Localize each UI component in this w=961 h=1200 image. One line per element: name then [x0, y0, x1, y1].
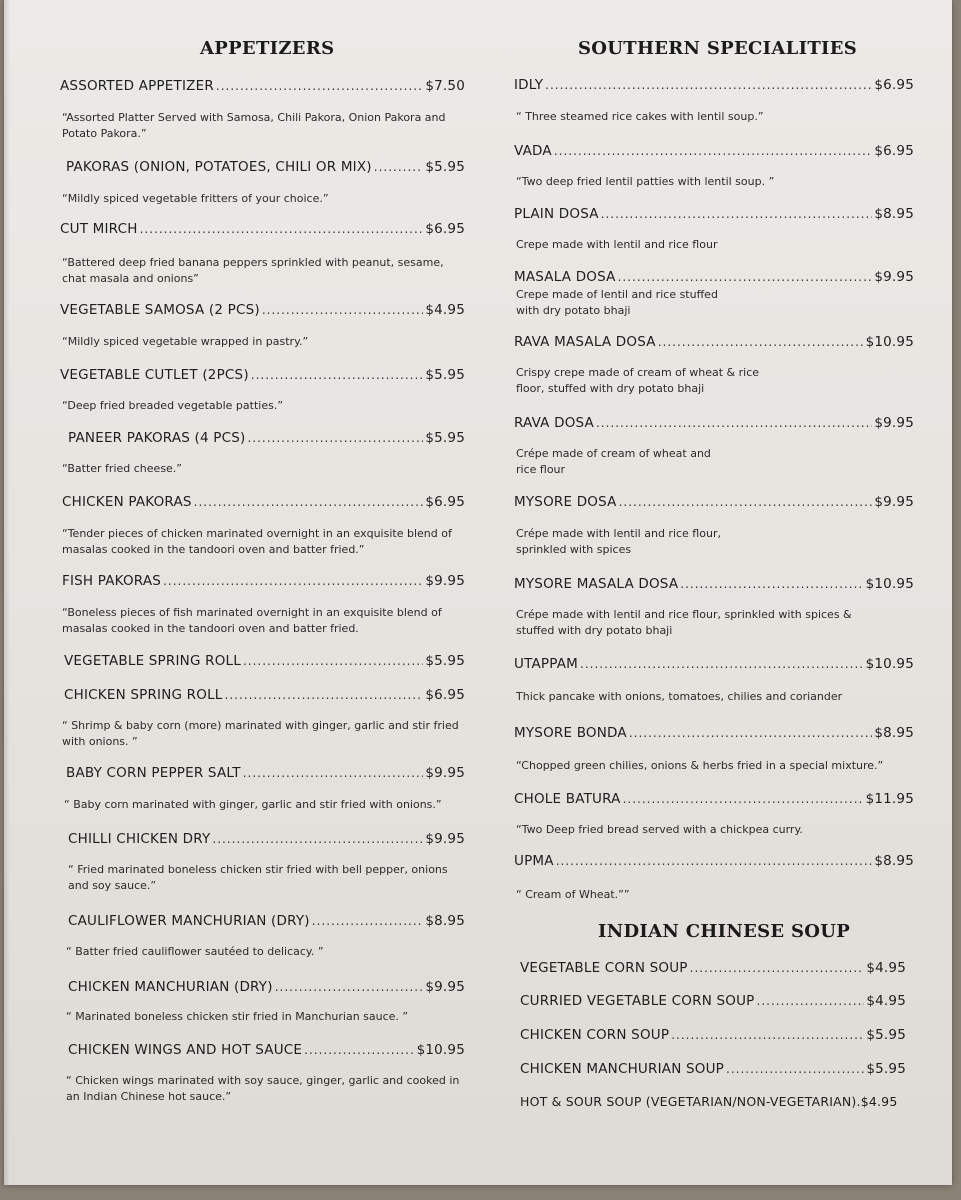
item-price: $9.95: [425, 573, 465, 589]
menu-item: [520, 1027, 906, 1043]
item-description: “ Fried marinated boneless chicken stir fried with bell pepper, onions and soy sauce.”: [68, 863, 448, 892]
item-name: VEGETABLE CORN SOUP: [520, 960, 688, 976]
item-name: CHICKEN SPRING ROLL: [64, 687, 223, 703]
item-name: UTAPPAM: [514, 656, 579, 672]
item-price: $4.95: [866, 993, 906, 1009]
item-name: BABY CORN PEPPER SALT: [66, 765, 241, 781]
item-name: CAULIFLOWER MANCHURIAN (DRY): [68, 913, 310, 929]
menu-item: [64, 653, 465, 669]
item-description: Crépe made with lentil and rice flour, sprinkled with spices & stuffed with dry potato bhaji: [516, 608, 852, 637]
item-description: “ Baby corn marinated with ginger, garlic and stir fried with onions.”: [64, 798, 442, 811]
item-description: “Batter fried cheese.”: [62, 462, 183, 475]
leader-dots: [225, 688, 424, 702]
appetizers-title: APPETIZERS: [200, 38, 335, 59]
item-description: “ Three steamed rice cakes with lentil soup.”: [516, 110, 764, 123]
item-price: $6.95: [425, 687, 465, 703]
menu-item: [62, 494, 465, 510]
menu-item: [514, 143, 914, 159]
item-price: $9.95: [425, 765, 465, 781]
item-price: $5.95: [866, 1027, 906, 1043]
item-name: MYSORE DOSA: [514, 494, 617, 510]
indian-chinese-soup-title: INDIAN CHINESE SOUP: [598, 921, 851, 942]
item-price: $6.95: [425, 221, 465, 237]
menu-item: [60, 367, 465, 383]
menu-item: [68, 913, 465, 929]
item-name: IDLY: [514, 77, 544, 93]
item-description: “Boneless pieces of fish marinated overnight in an exquisite blend of masalas cooked in the tandoori oven and batter fried.: [62, 606, 442, 635]
item-description: “Tender pieces of chicken marinated overnight in an exquisite blend of masalas cooked in the tandoori oven and batter fried.”: [62, 527, 452, 556]
item-price: $6.95: [874, 77, 914, 93]
menu-item: [520, 1094, 924, 1109]
menu-item: [514, 334, 914, 350]
item-description: “Two deep fried lentil patties with lentil soup. ”: [516, 175, 775, 188]
item-name: UPMA: [514, 853, 554, 869]
item-name: RAVA MASALA DOSA: [514, 334, 656, 350]
leader-dots: [194, 495, 424, 509]
item-name: ASSORTED APPETIZER: [60, 78, 214, 94]
item-name: CHILLI CHICKEN DRY: [68, 831, 211, 847]
leader-dots: [618, 270, 873, 284]
item-price: $8.95: [874, 206, 914, 222]
item-description: “Battered deep fried banana peppers sprinkled with peanut, sesame, chat masala and onions”: [62, 256, 444, 285]
leader-dots: [374, 160, 424, 174]
item-name: CHICKEN CORN SOUP: [520, 1027, 670, 1043]
leader-dots: [671, 1028, 864, 1042]
leader-dots: [216, 79, 423, 93]
leader-dots: [212, 832, 423, 846]
item-description: “Mildly spiced vegetable wrapped in pastry.”: [62, 335, 309, 348]
leader-dots: [623, 792, 864, 806]
item-description: “Deep fried breaded vegetable patties.”: [62, 399, 284, 412]
item-name: CHICKEN MANCHURIAN (DRY): [68, 979, 273, 995]
menu-item: [514, 269, 914, 285]
item-description: Crépe made with lentil and rice flour, sprinkled with spices: [516, 527, 721, 556]
item-price: $10.95: [865, 656, 914, 672]
leader-dots: [596, 416, 872, 430]
item-price: $8.95: [425, 913, 465, 929]
item-name: CURRIED VEGETABLE CORN SOUP: [520, 993, 755, 1009]
item-description: “Mildly spiced vegetable fritters of your choice.”: [62, 192, 329, 205]
item-description: “Assorted Platter Served with Samosa, Chili Pakora, Onion Pakora and Potato Pakora.”: [62, 111, 446, 140]
item-price: $8.95: [874, 853, 914, 869]
item-description: “ Batter fried cauliflower sautéed to delicacy. ”: [66, 945, 324, 958]
item-description: “ Marinated boneless chicken stir fried in Manchurian sauce. ”: [66, 1010, 409, 1023]
menu-item: [68, 1042, 465, 1058]
leader-dots: [757, 994, 865, 1008]
item-name: FISH PAKORAS: [62, 573, 162, 589]
item-description: Crépe made of cream of wheat and rice flour: [516, 447, 711, 476]
item-price: $8.95: [874, 725, 914, 741]
item-price: $9.95: [425, 831, 465, 847]
menu-item: [520, 960, 906, 976]
leader-dots: [556, 854, 873, 868]
menu-page: [4, 0, 952, 1185]
leader-dots: [312, 914, 424, 928]
item-price: $9.95: [874, 415, 914, 431]
menu-item: [514, 656, 914, 672]
menu-item: [514, 791, 914, 807]
item-description: Thick pancake with onions, tomatoes, chilies and coriander: [516, 690, 843, 703]
leader-dots: [163, 574, 423, 588]
item-price: $9.95: [874, 269, 914, 285]
item-price: $5.95: [425, 159, 465, 175]
leader-dots: [304, 1043, 414, 1057]
item-price: $5.95: [425, 430, 465, 446]
menu-item: [514, 77, 914, 93]
item-description: “Two Deep fried bread served with a chickpea curry.: [516, 823, 803, 836]
item-name: MASALA DOSA: [514, 269, 616, 285]
leader-dots: [680, 577, 863, 591]
item-price: $9.95: [425, 979, 465, 995]
menu-item: [514, 853, 914, 869]
item-price: $10.95: [865, 334, 914, 350]
menu-item: [68, 430, 465, 446]
item-price: $6.95: [425, 494, 465, 510]
item-name: PAKORAS (ONION, POTATOES, CHILI OR MIX): [66, 159, 372, 175]
menu-item: [66, 159, 465, 175]
item-description: “ Cream of Wheat.””: [516, 888, 630, 901]
item-name: MYSORE MASALA DOSA: [514, 576, 679, 592]
item-price: $5.95: [425, 653, 465, 669]
leader-dots: [243, 654, 423, 668]
item-name: CHICKEN MANCHURIAN SOUP: [520, 1061, 725, 1077]
menu-item: [66, 765, 465, 781]
item-description: “Chopped green chilies, onions & herbs fried in a special mixture.”: [516, 759, 884, 772]
item-price: $5.95: [866, 1061, 906, 1077]
menu-item: [60, 302, 465, 318]
item-name: CHICKEN PAKORAS: [62, 494, 192, 510]
item-name: CUT MIRCH: [60, 221, 138, 237]
menu-item: [514, 415, 914, 431]
item-name: PLAIN DOSA: [514, 206, 599, 222]
item-name: VADA: [514, 143, 552, 159]
item-name: CHOLE BATURA: [514, 791, 621, 807]
item-price: $4.95: [860, 1094, 898, 1109]
item-description: “ Shrimp & baby corn (more) marinated with ginger, garlic and stir fried with onions. ”: [62, 719, 459, 748]
item-price: $4.95: [866, 960, 906, 976]
leader-dots: [140, 222, 424, 236]
item-name: HOT & SOUR SOUP (VEGETARIAN/NON-VEGETARIAN).: [520, 1094, 861, 1109]
item-name: VEGETABLE SPRING ROLL: [64, 653, 241, 669]
menu-item: [520, 993, 906, 1009]
item-description: Crepe made of lentil and rice stuffed with dry potato bhaji: [516, 288, 718, 317]
leader-dots: [554, 144, 873, 158]
menu-item: [60, 78, 465, 94]
item-price: $10.95: [865, 576, 914, 592]
leader-dots: [262, 303, 424, 317]
menu-item: [520, 1061, 906, 1077]
item-price: $10.95: [416, 1042, 465, 1058]
menu-item: [514, 494, 914, 510]
item-price: $6.95: [874, 143, 914, 159]
item-price: $9.95: [874, 494, 914, 510]
page-edge-shadow: [4, 0, 10, 1185]
item-price: $7.50: [425, 78, 465, 94]
item-name: PANEER PAKORAS (4 PCS): [68, 430, 246, 446]
item-name: CHICKEN WINGS AND HOT SAUCE: [68, 1042, 303, 1058]
southern-specialities-title: SOUTHERN SPECIALITIES: [578, 38, 858, 59]
menu-item: [514, 206, 914, 222]
leader-dots: [690, 961, 865, 975]
menu-item: [68, 831, 465, 847]
leader-dots: [601, 207, 873, 221]
item-price: $4.95: [425, 302, 465, 318]
item-price: $5.95: [425, 367, 465, 383]
leader-dots: [619, 495, 873, 509]
leader-dots: [243, 766, 424, 780]
menu-item: [60, 221, 465, 237]
item-description: “ Chicken wings marinated with soy sauce, ginger, garlic and cooked in an Indian Chinese hot sauce.”: [66, 1074, 460, 1103]
leader-dots: [629, 726, 873, 740]
item-description: Crepe made with lentil and rice flour: [516, 238, 718, 251]
item-description: Crispy crepe made of cream of wheat & rice floor, stuffed with dry potato bhaji: [516, 366, 760, 395]
item-name: VEGETABLE SAMOSA (2 PCS): [60, 302, 260, 318]
leader-dots: [251, 368, 424, 382]
leader-dots: [726, 1062, 864, 1076]
menu-item: [514, 576, 914, 592]
leader-dots: [658, 335, 864, 349]
leader-dots: [275, 980, 424, 994]
leader-dots: [545, 78, 872, 92]
item-name: RAVA DOSA: [514, 415, 594, 431]
menu-item: [514, 725, 914, 741]
menu-item: [64, 687, 465, 703]
item-name: MYSORE BONDA: [514, 725, 627, 741]
item-name: VEGETABLE CUTLET (2PCS): [60, 367, 249, 383]
leader-dots: [580, 657, 864, 671]
item-price: $11.95: [865, 791, 914, 807]
menu-item: [62, 573, 465, 589]
menu-item: [68, 979, 465, 995]
leader-dots: [247, 431, 423, 445]
